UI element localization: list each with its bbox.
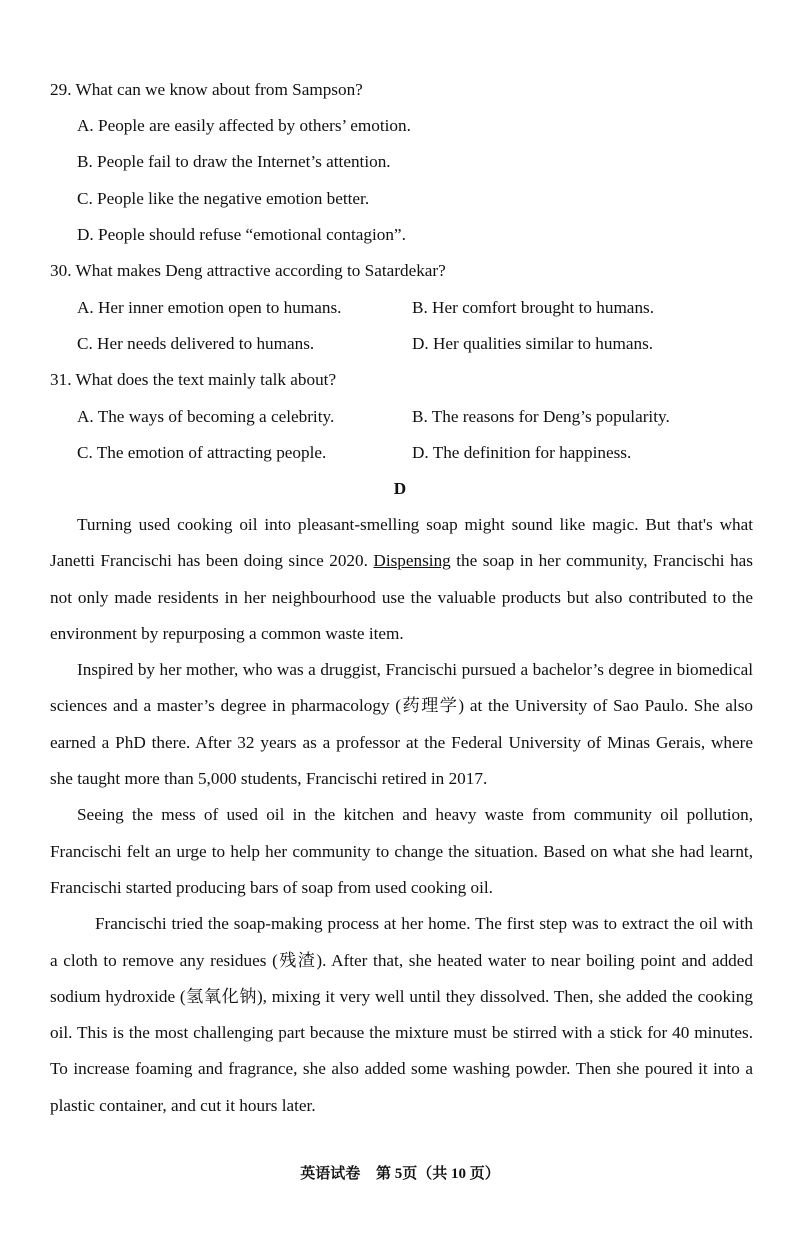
paragraph-2: Inspired by her mother, who was a druggist, Francischi pursued a bachelor’s degree in biomedical sciences and a master’s degree in pharmacology (药理学) at the University of Sao Paulo. She also earned a PhD there. After 32 years as a professor at the Federal University of Minas Gerais, where she taught more than 5,000 students, Francischi retired in 2017. <box>50 660 753 789</box>
question-31-option-c: C. The emotion of attracting people. <box>77 443 327 462</box>
question-30-option-b: B. Her comfort brought to humans. <box>412 298 655 317</box>
question-31-option-a: A. The ways of becoming a celebrity. <box>77 407 335 426</box>
underlined-word: Dispensing <box>373 551 451 571</box>
question-31-stem: 31. What does the text mainly talk about? <box>50 370 337 389</box>
question-29-option-a: A. People are easily affected by others’ emotion. <box>77 116 411 135</box>
question-30-option-c: C. Her needs delivered to humans. <box>77 334 315 353</box>
question-29-stem: 29. What can we know about from Sampson? <box>50 80 363 99</box>
question-29-option-d: D. People should refuse “emotional contagion”. <box>77 225 406 244</box>
footer-subject: 英语试卷 <box>300 1166 361 1182</box>
paragraph-4: Francischi tried the soap-making process at her home. The first step was to extract the oil with a cloth to remove any residues (残渣). After that, she heated water to near boiling point and added sodium hydroxide (氢氧化钠), mixing it very well until they dissolved. Then, she added the cooking oil. This is the most challenging part because the mixture must be stirred with a stick for 40 minutes. To increase foaming and fragrance, she also added some washing powder. Then she poured it into a plastic container, and cut it hours later. <box>50 914 753 1115</box>
paragraph-1-before: Turning used cooking oil into pleasant-smelling soap might sound like magic. But that's what Janetti Francischi has been doing since 2020. <box>50 515 753 571</box>
question-29-option-c: C. People like the negative emotion better. <box>77 189 370 208</box>
paragraph-1 <box>50 507 753 652</box>
footer-page-number: 第 5页（共 10 页） <box>376 1166 500 1182</box>
question-31-option-b: B. The reasons for Deng’s popularity. <box>412 407 670 426</box>
question-30-option-d: D. Her qualities similar to humans. <box>412 334 654 353</box>
passage <box>50 507 753 1124</box>
question-31-option-d: D. The definition for happiness. <box>412 443 632 462</box>
page-footer <box>0 1163 800 1185</box>
question-30-stem: 30. What makes Deng attractive according to Satardekar? <box>50 261 446 280</box>
question-29-option-b: B. People fail to draw the Internet’s attention. <box>77 152 391 171</box>
paragraph-1-after: the soap in her community, Francischi has not only made residents in her neighbourhood use the valuable products but also contributed to the environment by repurposing a common waste item. <box>50 551 753 643</box>
section-title: D <box>393 479 407 498</box>
question-30-option-a: A. Her inner emotion open to humans. <box>77 298 342 317</box>
paragraph-3: Seeing the mess of used oil in the kitchen and heavy waste from community oil pollution, Francischi felt an urge to help her community to change the situation. Based on what she had learnt, Francischi started producing bars of soap from used cooking oil. <box>50 805 753 897</box>
